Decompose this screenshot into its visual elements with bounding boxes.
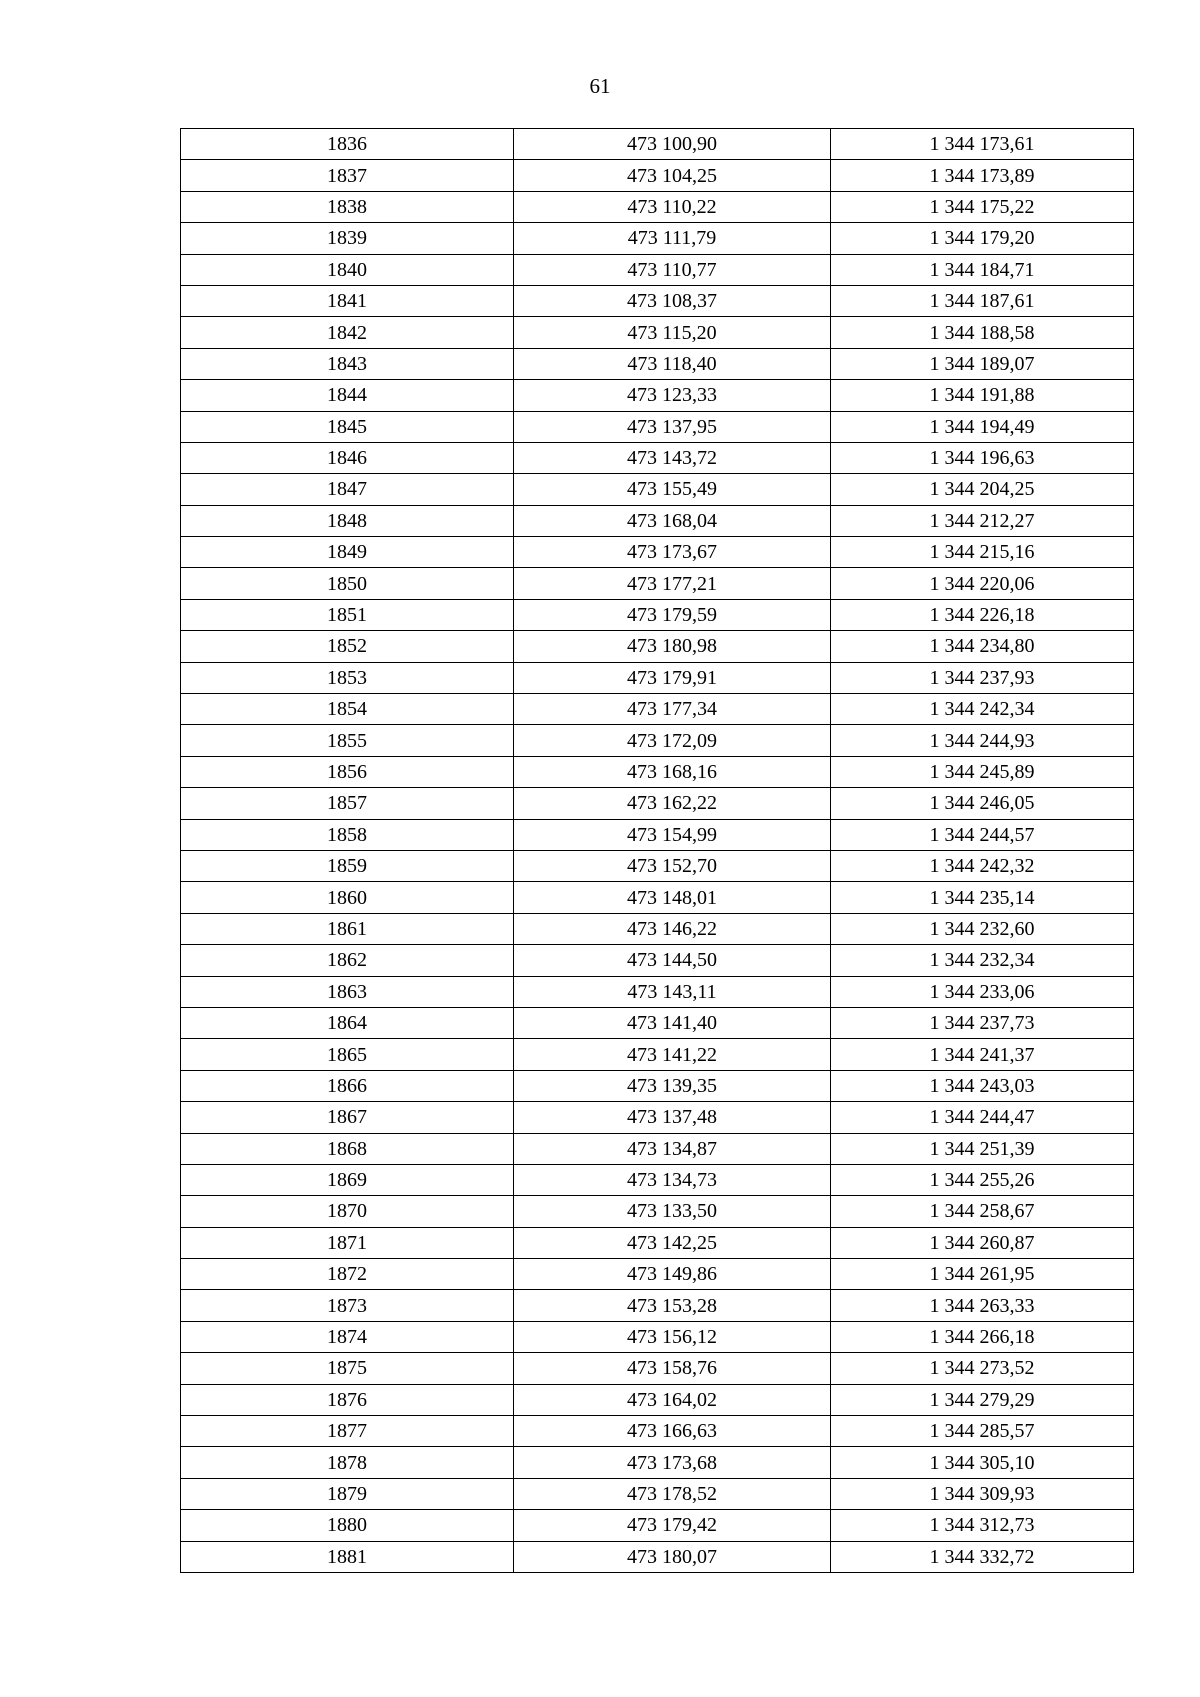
- y-coordinate-cell: 1 344 226,18: [831, 599, 1134, 630]
- point-number-cell: 1862: [181, 945, 514, 976]
- x-coordinate-cell: 473 154,99: [514, 819, 831, 850]
- x-coordinate-cell: 473 178,52: [514, 1478, 831, 1509]
- table-row: [181, 945, 1134, 976]
- point-number-cell: 1838: [181, 191, 514, 222]
- x-coordinate-cell: 473 179,42: [514, 1510, 831, 1541]
- y-coordinate-cell: 1 344 305,10: [831, 1447, 1134, 1478]
- y-coordinate-cell: 1 344 242,32: [831, 850, 1134, 881]
- y-coordinate-cell: 1 344 173,89: [831, 160, 1134, 191]
- x-coordinate-cell: 473 168,16: [514, 756, 831, 787]
- y-coordinate-cell: 1 344 175,22: [831, 191, 1134, 222]
- y-coordinate-cell: 1 344 258,67: [831, 1196, 1134, 1227]
- point-number-cell: 1856: [181, 756, 514, 787]
- y-coordinate-cell: 1 344 245,89: [831, 756, 1134, 787]
- point-number-cell: 1848: [181, 505, 514, 536]
- y-coordinate-cell: 1 344 244,93: [831, 725, 1134, 756]
- point-number-cell: 1877: [181, 1416, 514, 1447]
- point-number-cell: 1870: [181, 1196, 514, 1227]
- table-row: [181, 191, 1134, 222]
- y-coordinate-cell: 1 344 242,34: [831, 694, 1134, 725]
- y-coordinate-cell: 1 344 204,25: [831, 474, 1134, 505]
- table-row: [181, 913, 1134, 944]
- y-coordinate-cell: 1 344 279,29: [831, 1384, 1134, 1415]
- table-row: [181, 411, 1134, 442]
- table-row: [181, 1447, 1134, 1478]
- x-coordinate-cell: 473 173,67: [514, 537, 831, 568]
- y-coordinate-cell: 1 344 309,93: [831, 1478, 1134, 1509]
- point-number-cell: 1857: [181, 788, 514, 819]
- x-coordinate-cell: 473 137,95: [514, 411, 831, 442]
- x-coordinate-cell: 473 177,21: [514, 568, 831, 599]
- table-row: [181, 568, 1134, 599]
- x-coordinate-cell: 473 149,86: [514, 1259, 831, 1290]
- x-coordinate-cell: 473 162,22: [514, 788, 831, 819]
- y-coordinate-cell: 1 344 187,61: [831, 285, 1134, 316]
- y-coordinate-cell: 1 344 233,06: [831, 976, 1134, 1007]
- point-number-cell: 1839: [181, 223, 514, 254]
- point-number-cell: 1847: [181, 474, 514, 505]
- point-number-cell: 1846: [181, 442, 514, 473]
- y-coordinate-cell: 1 344 246,05: [831, 788, 1134, 819]
- y-coordinate-cell: 1 344 184,71: [831, 254, 1134, 285]
- y-coordinate-cell: 1 344 215,16: [831, 537, 1134, 568]
- y-coordinate-cell: 1 344 255,26: [831, 1164, 1134, 1195]
- table-row: [181, 662, 1134, 693]
- table-row: [181, 317, 1134, 348]
- table-row: [181, 442, 1134, 473]
- table-row: [181, 1196, 1134, 1227]
- point-number-cell: 1868: [181, 1133, 514, 1164]
- point-number-cell: 1872: [181, 1259, 514, 1290]
- x-coordinate-cell: 473 156,12: [514, 1321, 831, 1352]
- point-number-cell: 1867: [181, 1102, 514, 1133]
- point-number-cell: 1881: [181, 1541, 514, 1572]
- x-coordinate-cell: 473 166,63: [514, 1416, 831, 1447]
- table-row: [181, 1164, 1134, 1195]
- y-coordinate-cell: 1 344 241,37: [831, 1039, 1134, 1070]
- point-number-cell: 1845: [181, 411, 514, 442]
- y-coordinate-cell: 1 344 251,39: [831, 1133, 1134, 1164]
- point-number-cell: 1863: [181, 976, 514, 1007]
- page-number: 61: [589, 74, 611, 98]
- table-row: [181, 850, 1134, 881]
- x-coordinate-cell: 473 137,48: [514, 1102, 831, 1133]
- table-row: [181, 160, 1134, 191]
- table-row: [181, 788, 1134, 819]
- point-number-cell: 1860: [181, 882, 514, 913]
- point-number-cell: 1837: [181, 160, 514, 191]
- point-number-cell: 1836: [181, 129, 514, 160]
- x-coordinate-cell: 473 111,79: [514, 223, 831, 254]
- point-number-cell: 1858: [181, 819, 514, 850]
- table-row: [181, 1510, 1134, 1541]
- point-number-cell: 1865: [181, 1039, 514, 1070]
- y-coordinate-cell: 1 344 273,52: [831, 1353, 1134, 1384]
- table-row: [181, 1133, 1134, 1164]
- y-coordinate-cell: 1 344 189,07: [831, 348, 1134, 379]
- x-coordinate-cell: 473 110,22: [514, 191, 831, 222]
- x-coordinate-cell: 473 141,40: [514, 1007, 831, 1038]
- y-coordinate-cell: 1 344 188,58: [831, 317, 1134, 348]
- table-row: [181, 537, 1134, 568]
- point-number-cell: 1869: [181, 1164, 514, 1195]
- y-coordinate-cell: 1 344 191,88: [831, 380, 1134, 411]
- x-coordinate-cell: 473 134,87: [514, 1133, 831, 1164]
- table-row: [181, 1259, 1134, 1290]
- point-number-cell: 1855: [181, 725, 514, 756]
- coordinates-table: [180, 128, 1134, 1573]
- point-number-cell: 1850: [181, 568, 514, 599]
- table-row: [181, 1321, 1134, 1352]
- table-row: [181, 1070, 1134, 1101]
- x-coordinate-cell: 473 144,50: [514, 945, 831, 976]
- x-coordinate-cell: 473 180,98: [514, 631, 831, 662]
- x-coordinate-cell: 473 104,25: [514, 160, 831, 191]
- table-row: [181, 1353, 1134, 1384]
- point-number-cell: 1866: [181, 1070, 514, 1101]
- y-coordinate-cell: 1 344 243,03: [831, 1070, 1134, 1101]
- table-row: [181, 254, 1134, 285]
- point-number-cell: 1874: [181, 1321, 514, 1352]
- y-coordinate-cell: 1 344 220,06: [831, 568, 1134, 599]
- y-coordinate-cell: 1 344 260,87: [831, 1227, 1134, 1258]
- table-row: [181, 1227, 1134, 1258]
- y-coordinate-cell: 1 344 196,63: [831, 442, 1134, 473]
- point-number-cell: 1851: [181, 599, 514, 630]
- table-row: [181, 223, 1134, 254]
- point-number-cell: 1844: [181, 380, 514, 411]
- x-coordinate-cell: 473 155,49: [514, 474, 831, 505]
- table-row: [181, 976, 1134, 1007]
- point-number-cell: 1843: [181, 348, 514, 379]
- table-row: [181, 694, 1134, 725]
- point-number-cell: 1840: [181, 254, 514, 285]
- x-coordinate-cell: 473 143,11: [514, 976, 831, 1007]
- x-coordinate-cell: 473 173,68: [514, 1447, 831, 1478]
- y-coordinate-cell: 1 344 235,14: [831, 882, 1134, 913]
- y-coordinate-cell: 1 344 232,60: [831, 913, 1134, 944]
- x-coordinate-cell: 473 139,35: [514, 1070, 831, 1101]
- x-coordinate-cell: 473 141,22: [514, 1039, 831, 1070]
- x-coordinate-cell: 473 100,90: [514, 129, 831, 160]
- x-coordinate-cell: 473 172,09: [514, 725, 831, 756]
- table-row: [181, 505, 1134, 536]
- x-coordinate-cell: 473 115,20: [514, 317, 831, 348]
- x-coordinate-cell: 473 118,40: [514, 348, 831, 379]
- point-number-cell: 1880: [181, 1510, 514, 1541]
- x-coordinate-cell: 473 179,91: [514, 662, 831, 693]
- x-coordinate-cell: 473 133,50: [514, 1196, 831, 1227]
- x-coordinate-cell: 473 179,59: [514, 599, 831, 630]
- point-number-cell: 1859: [181, 850, 514, 881]
- x-coordinate-cell: 473 177,34: [514, 694, 831, 725]
- table-row: [181, 725, 1134, 756]
- point-number-cell: 1861: [181, 913, 514, 944]
- table-row: [181, 1416, 1134, 1447]
- table-row: [181, 599, 1134, 630]
- table-row: [181, 1290, 1134, 1321]
- point-number-cell: 1878: [181, 1447, 514, 1478]
- y-coordinate-cell: 1 344 212,27: [831, 505, 1134, 536]
- x-coordinate-cell: 473 134,73: [514, 1164, 831, 1195]
- table-row: [181, 1384, 1134, 1415]
- y-coordinate-cell: 1 344 312,73: [831, 1510, 1134, 1541]
- y-coordinate-cell: 1 344 173,61: [831, 129, 1134, 160]
- y-coordinate-cell: 1 344 232,34: [831, 945, 1134, 976]
- point-number-cell: 1849: [181, 537, 514, 568]
- table-row: [181, 819, 1134, 850]
- y-coordinate-cell: 1 344 266,18: [831, 1321, 1134, 1352]
- point-number-cell: 1873: [181, 1290, 514, 1321]
- table-row: [181, 380, 1134, 411]
- table-row: [181, 1039, 1134, 1070]
- x-coordinate-cell: 473 164,02: [514, 1384, 831, 1415]
- table-row: [181, 285, 1134, 316]
- table-row: [181, 1007, 1134, 1038]
- point-number-cell: 1876: [181, 1384, 514, 1415]
- point-number-cell: 1841: [181, 285, 514, 316]
- y-coordinate-cell: 1 344 179,20: [831, 223, 1134, 254]
- point-number-cell: 1853: [181, 662, 514, 693]
- x-coordinate-cell: 473 152,70: [514, 850, 831, 881]
- x-coordinate-cell: 473 153,28: [514, 1290, 831, 1321]
- y-coordinate-cell: 1 344 237,93: [831, 662, 1134, 693]
- table-row: [181, 756, 1134, 787]
- table-row: [181, 348, 1134, 379]
- x-coordinate-cell: 473 180,07: [514, 1541, 831, 1572]
- y-coordinate-cell: 1 344 332,72: [831, 1541, 1134, 1572]
- y-coordinate-cell: 1 344 234,80: [831, 631, 1134, 662]
- point-number-cell: 1864: [181, 1007, 514, 1038]
- table-row: [181, 631, 1134, 662]
- point-number-cell: 1842: [181, 317, 514, 348]
- point-number-cell: 1879: [181, 1478, 514, 1509]
- x-coordinate-cell: 473 143,72: [514, 442, 831, 473]
- x-coordinate-cell: 473 142,25: [514, 1227, 831, 1258]
- x-coordinate-cell: 473 158,76: [514, 1353, 831, 1384]
- coordinates-table-body: [181, 129, 1134, 1573]
- y-coordinate-cell: 1 344 244,57: [831, 819, 1134, 850]
- y-coordinate-cell: 1 344 237,73: [831, 1007, 1134, 1038]
- y-coordinate-cell: 1 344 194,49: [831, 411, 1134, 442]
- point-number-cell: 1875: [181, 1353, 514, 1384]
- table-row: [181, 474, 1134, 505]
- point-number-cell: 1854: [181, 694, 514, 725]
- table-row: [181, 129, 1134, 160]
- point-number-cell: 1852: [181, 631, 514, 662]
- x-coordinate-cell: 473 148,01: [514, 882, 831, 913]
- table-row: [181, 882, 1134, 913]
- y-coordinate-cell: 1 344 263,33: [831, 1290, 1134, 1321]
- x-coordinate-cell: 473 108,37: [514, 285, 831, 316]
- y-coordinate-cell: 1 344 261,95: [831, 1259, 1134, 1290]
- y-coordinate-cell: 1 344 244,47: [831, 1102, 1134, 1133]
- table-row: [181, 1102, 1134, 1133]
- table-row: [181, 1541, 1134, 1572]
- x-coordinate-cell: 473 168,04: [514, 505, 831, 536]
- x-coordinate-cell: 473 146,22: [514, 913, 831, 944]
- y-coordinate-cell: 1 344 285,57: [831, 1416, 1134, 1447]
- x-coordinate-cell: 473 123,33: [514, 380, 831, 411]
- table-row: [181, 1478, 1134, 1509]
- x-coordinate-cell: 473 110,77: [514, 254, 831, 285]
- point-number-cell: 1871: [181, 1227, 514, 1258]
